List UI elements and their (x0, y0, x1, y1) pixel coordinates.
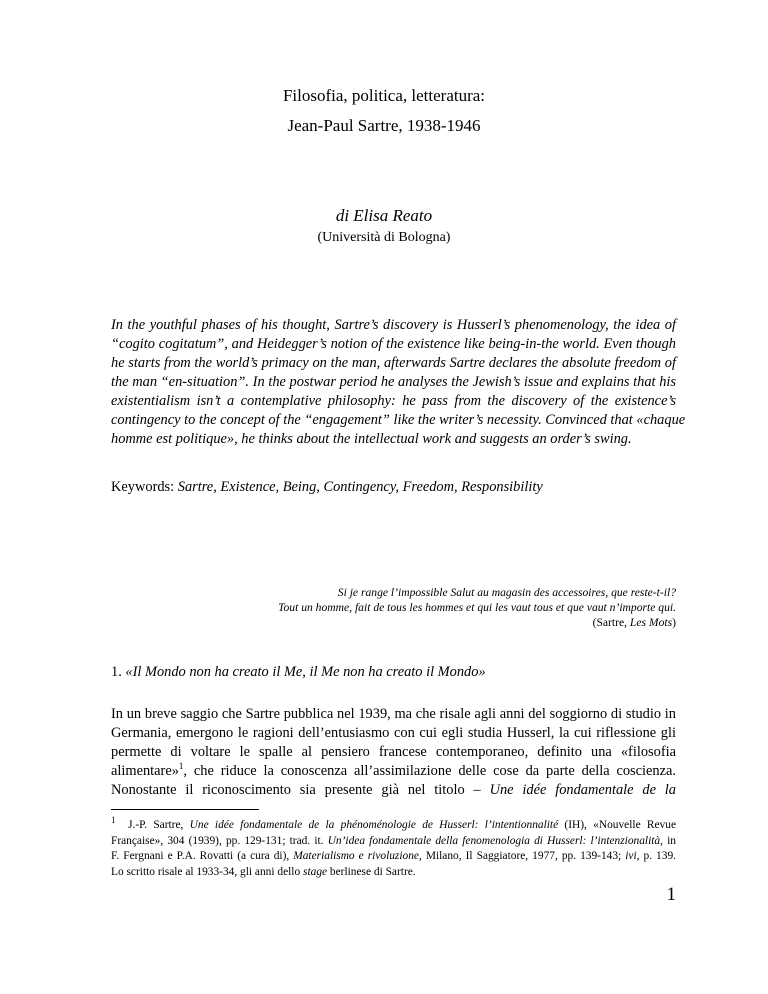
footnote-line (111, 834, 676, 850)
abstract (111, 316, 686, 449)
footnote-line (111, 815, 676, 834)
footnote-text: , Milano, Il Saggiatore, 1977, pp. 139-143; (418, 850, 626, 862)
section-number: 1. (111, 664, 126, 680)
abstract-line: existentialism isn’t a contemplative philosophy: he pass from the discovery of the existence’s (111, 393, 676, 409)
abstract-line: the man “en-situation”. In the postwar period he analyses the Jewish’s issue and explains that his (111, 374, 676, 390)
body-text: alimentare» (111, 763, 179, 779)
footnote-italic: Une idée fondamentale de la phénoménologie de Husserl: l’intentionnalité (189, 819, 559, 831)
body-text: , che riduce la conoscenza all’assimilazione delle cose da parte della coscienza. (183, 763, 676, 779)
footnote-text: , in (660, 834, 676, 847)
abstract-line: he starts from the world’s primacy on the man, afterwards Sartre declares the absolute freedom of (111, 355, 676, 371)
body-line: permette di voltare le spalle al pensiero francese contemporaneo, definito una «filosofia (111, 744, 676, 760)
footnote-text: Lo scritto risale al 1933-34, gli anni dello (111, 865, 304, 878)
author-affiliation: (Università di Bologna) (317, 230, 451, 245)
page-number: 1 (666, 884, 676, 905)
footnote-text: J.-P. Sartre, (128, 819, 190, 831)
keywords-value: Sartre, Existence, Being, Contingency, Freedom, Responsibility (177, 479, 543, 495)
footnote-italic: Materialismo e rivoluzione (293, 850, 419, 862)
footnote-text: F. Fergnani e P.A. Rovatti (a cura di), (111, 850, 294, 862)
footnote-line (111, 849, 676, 865)
body-line: In un breve saggio che Sartre pubblica nel 1939, ma che risale agli anni del soggiorno di studio in (111, 706, 676, 722)
section-heading (111, 664, 486, 681)
author-name: di Elisa Reato (335, 206, 433, 225)
footnote-marker: 1 (111, 815, 116, 826)
footnote-text: Française», 304 (1939), pp. 129-131; trad. it. (111, 834, 328, 847)
epigraph-source (111, 615, 676, 630)
footnote-text: (IH), «Nouvelle Revue (558, 819, 676, 831)
keywords-label: Keywords: (111, 479, 178, 495)
title-line-2: Jean-Paul Sartre, 1938-1946 (287, 116, 481, 135)
footnote-text: berlinese di Sartre. (327, 865, 416, 878)
abstract-line: homme est politique», he thinks about the intellectual work and suggests an order’s swing. (111, 431, 632, 447)
epigraph-line-1: Si je range l’impossible Salut au magasin des accessoires, que reste-t-il? (337, 586, 676, 599)
footnote-italic: stage (303, 865, 328, 878)
epigraph-source-close: ) (672, 616, 676, 629)
abstract-line: “cogito cogitatum”, and Heidegger’s notion of the existence like being-in-the world. Even though (111, 336, 676, 352)
epigraph (111, 585, 676, 630)
footnote-italic: ivi (625, 850, 637, 862)
footnote-text: , p. 139. (636, 850, 676, 862)
body-line (111, 762, 676, 781)
title-line-1: Filosofia, politica, letteratura: (282, 86, 486, 105)
epigraph-line-2: Tout un homme, fait de tous les hommes et qui les vaut tous et que vaut n’importe qui. (278, 601, 676, 614)
abstract-line: contingency to the concept of the “engagement” like the writer’s necessity. Convinced that «chaque (111, 412, 686, 428)
body-italic-title: Une idée fondamentale de la (489, 782, 677, 798)
footnote-separator (111, 809, 259, 810)
keywords (111, 479, 543, 496)
footnote (111, 815, 676, 880)
footnote-italic: Un’idea fondamentale della fenomenologia di Husserl: l’intenzionalità (327, 834, 661, 847)
body-line (111, 781, 676, 800)
footnote-line (111, 865, 676, 881)
epigraph-source-open: (Sartre, (592, 616, 630, 629)
epigraph-source-title: Les Mots (629, 616, 673, 629)
body-text: Nonostante il riconoscimento sia presente già nel titolo – (111, 782, 490, 798)
footnote-ref[interactable]: 1 (178, 761, 184, 772)
section-title: «Il Mondo non ha creato il Me, il Me non ha creato il Mondo» (125, 664, 486, 680)
body-paragraph (111, 705, 676, 800)
abstract-line: In the youthful phases of his thought, Sartre’s discovery is Husserl’s phenomenology, the idea of (111, 317, 676, 333)
body-line: Germania, emergono le ragioni dell’entusiasmo con cui egli studia Husserl, la cui riflessione gli (111, 725, 676, 741)
